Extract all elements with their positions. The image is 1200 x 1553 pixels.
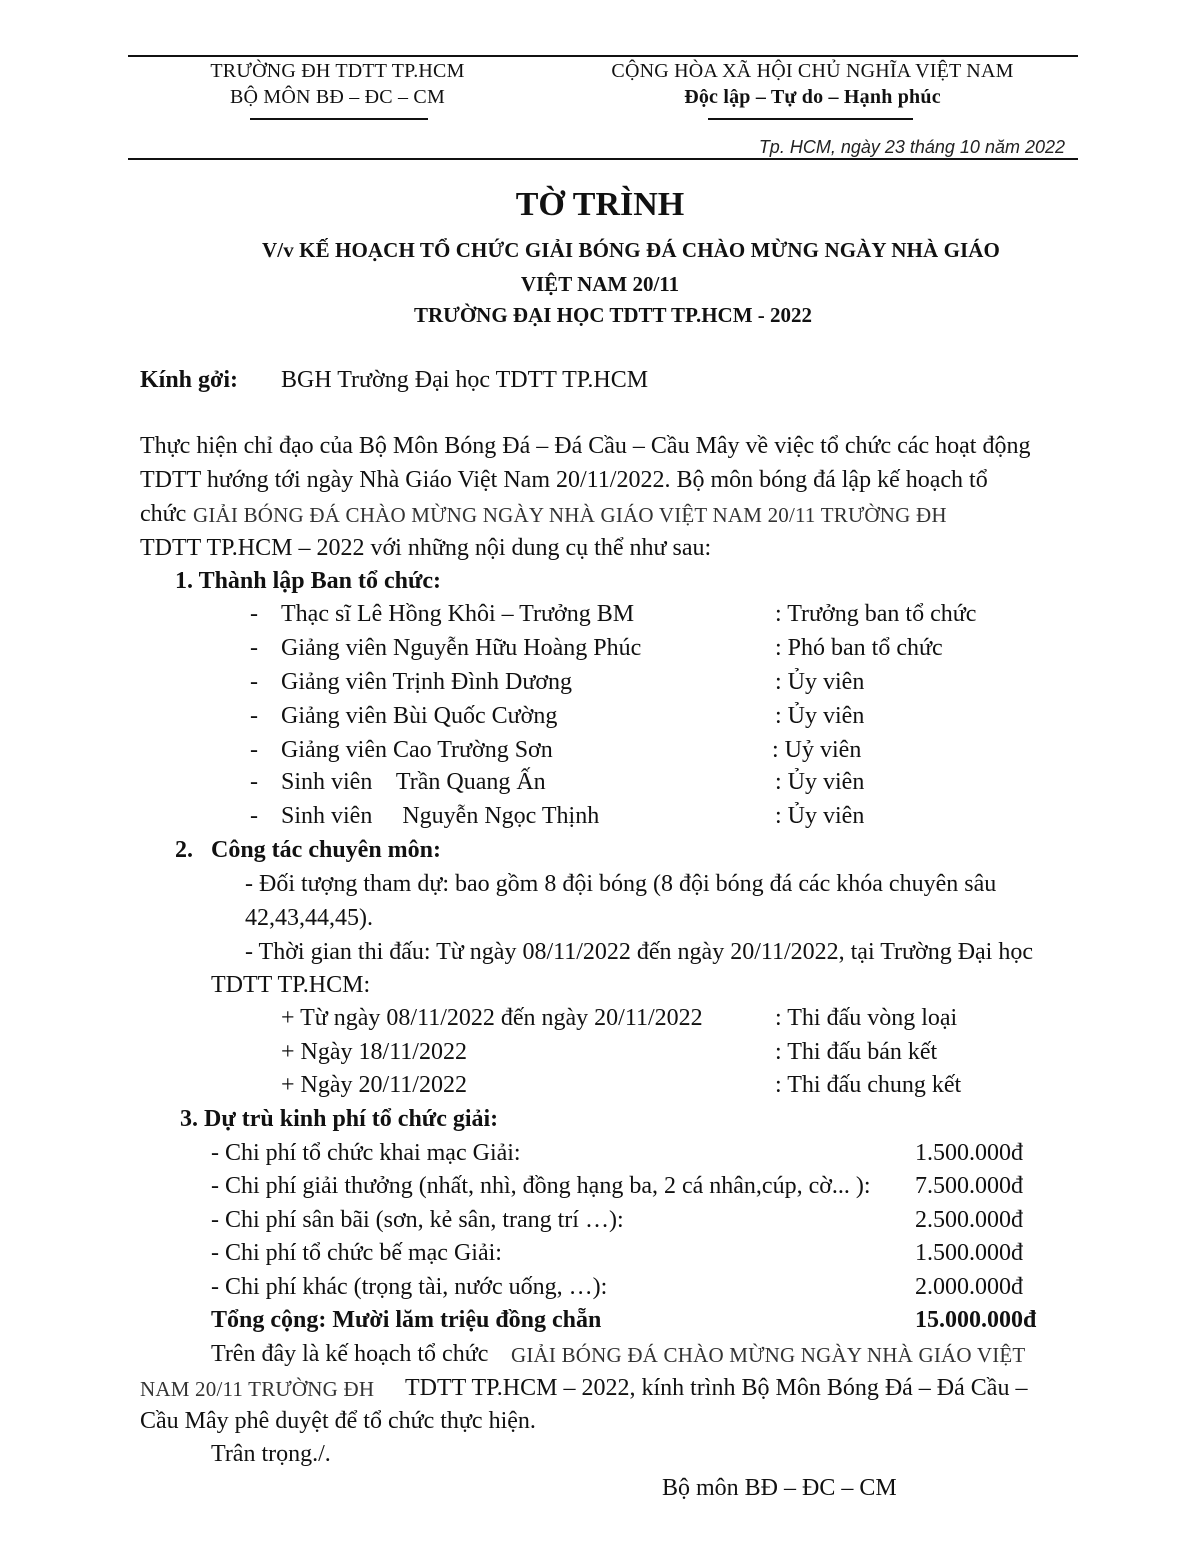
member-dash: - <box>250 601 258 627</box>
member-role: : Ủy viên <box>775 769 865 795</box>
schedule-event: : Thi đấu bán kết <box>775 1039 938 1065</box>
member-role: : Trưởng ban tổ chức <box>775 601 977 627</box>
closing-line-1a: Trên đây là kế hoạch tổ chức <box>211 1341 489 1367</box>
member-name: Sinh viên Trần Quang Ấn <box>281 769 546 795</box>
school-name: TRƯỜNG ĐH TDTT TP.HCM <box>210 60 465 82</box>
member-dash: - <box>250 769 258 795</box>
subject-line-3: TRƯỜNG ĐẠI HỌC TDTT TP.HCM - 2022 <box>413 303 813 327</box>
member-name: Giảng viên Bùi Quốc Cường <box>281 703 558 729</box>
closing-line-1b: GIẢI BÓNG ĐÁ CHÀO MỪNG NGÀY NHÀ GIÁO VIỆT <box>511 1343 1026 1367</box>
date-line: Tp. HCM, ngày 23 tháng 10 năm 2022 <box>758 137 1065 157</box>
budget-label: - Chi phí sân bãi (sơn, kẻ sân, trang trí …): <box>211 1207 624 1233</box>
member-dash: - <box>250 737 258 763</box>
schedule-line-1: - Thời gian thi đấu: Từ ngày 08/11/2022 đến ngày 20/11/2022, tại Trường Đại học <box>245 939 1034 965</box>
member-dash: - <box>250 669 258 695</box>
budget-amount: 2.500.000đ <box>915 1207 1023 1233</box>
date-rule <box>128 158 1078 160</box>
intro-line-4: TDTT TP.HCM – 2022 với những nội dung cụ thể như sau: <box>140 535 712 561</box>
budget-label: - Chi phí tổ chức bế mạc Giải: <box>211 1240 502 1266</box>
subject-line-1: V/v KẾ HOẠCH TỔ CHỨC GIẢI BÓNG ĐÁ CHÀO MỪNG NGÀY NHÀ GIÁO <box>262 238 1000 262</box>
member-name: Giảng viên Nguyễn Hữu Hoàng Phúc <box>281 635 642 661</box>
intro-line-3a: chức <box>140 501 187 527</box>
member-name: Giảng viên Trịnh Đình Dương <box>281 669 573 695</box>
member-dash: - <box>250 703 258 729</box>
member-dash: - <box>250 803 258 829</box>
header-top-rule <box>128 55 1078 57</box>
closing-line-2a: NAM 20/11 TRƯỜNG ĐH <box>140 1377 375 1401</box>
schedule-line-2: TDTT TP.HCM: <box>211 972 371 998</box>
budget-amount: 1.500.000đ <box>915 1240 1023 1266</box>
section-3-heading: 3. Dự trù kinh phí tổ chức giải: <box>180 1106 499 1132</box>
budget-label: - Chi phí khác (trọng tài, nước uống, …): <box>211 1274 608 1300</box>
participants-line-2: 42,43,44,45). <box>245 905 373 931</box>
member-name: Sinh viên Nguyễn Ngọc Thịnh <box>281 803 600 829</box>
intro-line-2: TDTT hướng tới ngày Nhà Giáo Việt Nam 20/11/2022. Bộ môn bóng đá lập kế hoạch tổ <box>140 467 988 493</box>
member-name: Giảng viên Cao Trường Sơn <box>281 737 553 763</box>
member-role: : Uỷ viên <box>772 737 862 763</box>
signature-department: Bộ môn BĐ – ĐC – CM <box>662 1475 897 1501</box>
section-1-heading: 1. Thành lập Ban tổ chức: <box>175 568 442 594</box>
addressee-label: Kính gởi: <box>140 367 238 393</box>
member-dash: - <box>250 635 258 661</box>
budget-total-label: Tổng cộng: Mười lăm triệu đồng chẵn <box>211 1307 602 1333</box>
schedule-event: : Thi đấu vòng loại <box>775 1005 958 1031</box>
budget-label: - Chi phí giải thưởng (nhất, nhì, đồng hạng ba, 2 cá nhân,cúp, cờ... ): <box>211 1173 871 1199</box>
national-title: CỘNG HÒA XÃ HỘI CHỦ NGHĨA VIỆT NAM <box>611 60 1014 82</box>
schedule-date: + Ngày 20/11/2022 <box>281 1072 467 1098</box>
closing-line-3: Cầu Mây phê duyệt để tổ chức thực hiện. <box>140 1408 536 1434</box>
budget-amount: 1.500.000đ <box>915 1140 1023 1166</box>
national-motto: Độc lập – Tự do – Hạnh phúc <box>684 86 941 108</box>
member-role: : Phó ban tổ chức <box>775 635 943 661</box>
addressee-value: BGH Trường Đại học TDTT TP.HCM <box>281 367 649 393</box>
department-name: BỘ MÔN BĐ – ĐC – CM <box>230 86 445 108</box>
participants-line-1: - Đối tượng tham dự: bao gồm 8 đội bóng (8 đội bóng đá các khóa chuyên sâu <box>245 871 997 897</box>
subject-line-2: VIỆT NAM 20/11 <box>520 272 680 296</box>
closing-line-2b: TDTT TP.HCM – 2022, kính trình Bộ Môn Bóng Đá – Đá Cầu – <box>405 1375 1028 1401</box>
left-header-underline <box>250 118 428 120</box>
member-role: : Ủy viên <box>775 803 865 829</box>
intro-line-3b: GIẢI BÓNG ĐÁ CHÀO MỪNG NGÀY NHÀ GIÁO VIỆT NAM 20/11 TRƯỜNG ĐH <box>193 503 947 527</box>
document-title: TỜ TRÌNH <box>515 186 685 223</box>
section-2-heading: 2. Công tác chuyên môn: <box>175 837 442 863</box>
right-header-underline <box>708 118 913 120</box>
budget-amount: 2.000.000đ <box>915 1274 1023 1300</box>
intro-line-1: Thực hiện chỉ đạo của Bộ Môn Bóng Đá – Đá Cầu – Cầu Mây về việc tổ chức các hoạt động <box>140 433 1031 459</box>
member-role: : Ủy viên <box>775 703 865 729</box>
schedule-date: + Từ ngày 08/11/2022 đến ngày 20/11/2022 <box>281 1005 703 1031</box>
schedule-event: : Thi đấu chung kết <box>775 1072 962 1098</box>
regards: Trân trọng./. <box>211 1441 331 1467</box>
member-name: Thạc sĩ Lê Hồng Khôi – Trưởng BM <box>281 601 635 627</box>
schedule-date: + Ngày 18/11/2022 <box>281 1039 467 1065</box>
member-role: : Ủy viên <box>775 669 865 695</box>
budget-amount: 7.500.000đ <box>915 1173 1023 1199</box>
budget-label: - Chi phí tổ chức khai mạc Giải: <box>211 1140 521 1166</box>
budget-total-amount: 15.000.000đ <box>915 1307 1037 1333</box>
